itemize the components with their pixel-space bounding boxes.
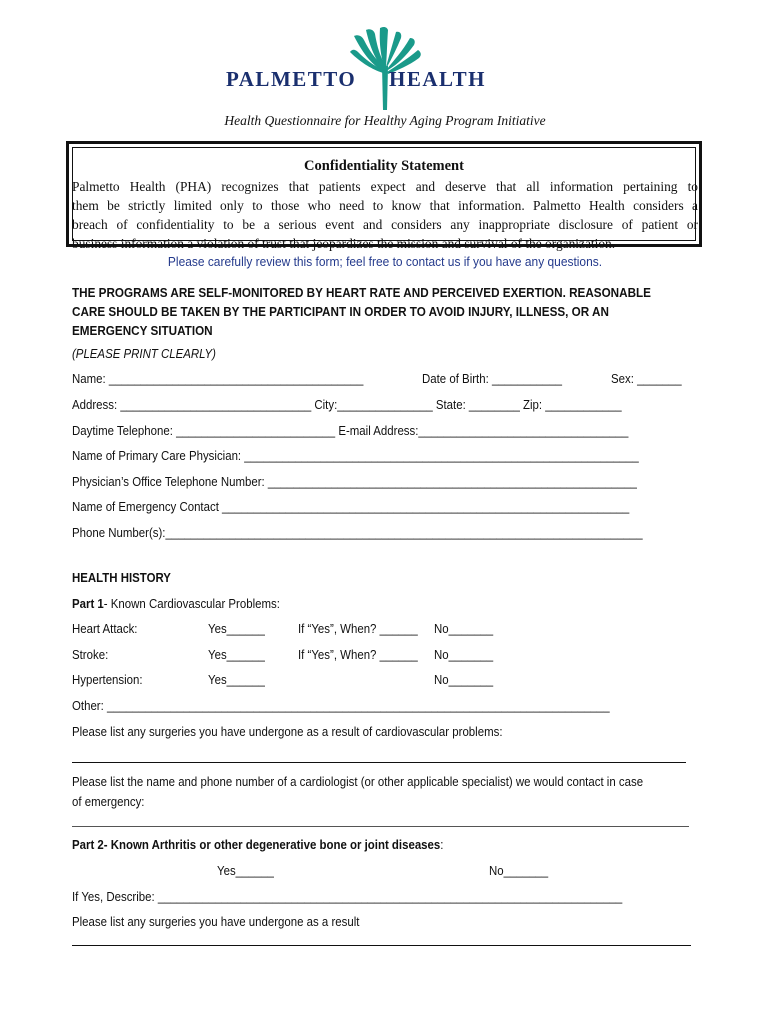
stroke-label: Stroke: [72,647,109,662]
part2-colon: : [440,837,444,852]
sex-field[interactable]: Sex: _______ [611,371,682,386]
part1-heading [72,596,280,611]
part2-yes[interactable]: Yes______ [217,863,274,878]
warning-line: THE PROGRAMS ARE SELF-MONITORED BY HEART RATE AND PERCEIVED EXERTION. REASONABLE [72,285,651,300]
part2-heading [72,837,443,852]
stroke-no[interactable]: No_______ [434,647,494,662]
stroke-yes[interactable]: Yes______ [208,647,265,662]
dob-field[interactable]: Date of Birth: ___________ [422,371,562,386]
hypertension-no[interactable]: No_______ [434,672,494,687]
hypertension-label: Hypertension: [72,672,143,687]
part2-no[interactable]: No_______ [489,863,549,878]
part2-label: Part 2- Known Arthritis or other degenerative bone or joint diseases [72,837,441,852]
confidentiality-line: them be strictly limited only to those who need to know that information. Palmetto Health considers a [72,198,698,213]
answer-line[interactable] [72,762,686,763]
primary-physician-field[interactable]: Name of Primary Care Physician: ______________________________________________________________ [72,448,639,463]
cardiologist-prompt-line1: Please list the name and phone number of a cardiologist (or other applicable specialist) we would contact in case [72,774,644,789]
health-history-title: HEALTH HISTORY [72,570,171,585]
surgeries-cardio-prompt: Please list any surgeries you have undergone as a result of cardiovascular problems: [72,724,503,739]
print-clearly-note: (PLEASE PRINT CLEARLY) [72,346,216,361]
contact-notice: Please carefully review this form; feel free to contact us if you have any questions. [167,254,603,269]
self-monitor-warning [72,283,702,340]
address-field[interactable]: Address: ______________________________ City:_______________ State: ________ Zip: ____________ [72,397,622,412]
warning-line: CARE SHOULD BE TAKEN BY THE PARTICIPANT IN ORDER TO AVOID INJURY, ILLNESS, OR AN [72,304,609,319]
confidentiality-line: breach of confidentiality to be a serious event and considers any inappropriate disclosure of patient or [72,217,698,232]
logo-text-palmetto: PALMETTO [226,67,357,91]
confidentiality-text [72,177,698,253]
confidentiality-title: Confidentiality Statement [304,158,464,174]
if-yes-describe-field[interactable]: If Yes, Describe: _________________________________________________________________________ [72,889,623,904]
daytime-phone-field[interactable]: Daytime Telephone: _________________________ E-mail Address:_________________________________ [72,423,629,438]
phone-numbers-field[interactable]: Phone Number(s):___________________________________________________________________________ [72,525,643,540]
surgeries-part2-prompt: Please list any surgeries you have undergone as a result [72,914,360,929]
answer-line[interactable] [72,826,689,827]
heart-attack-when[interactable]: If “Yes”, When? ______ [298,621,418,636]
page-subtitle: Health Questionnaire for Healthy Aging Program Initiative [224,113,546,128]
heart-attack-yes[interactable]: Yes______ [208,621,265,636]
warning-line: EMERGENCY SITUATION [72,323,213,338]
heart-attack-no[interactable]: No_______ [434,621,494,636]
confidentiality-line: Palmetto Health (PHA) recognizes that patients expect and deserve that all information pertaining to [72,179,698,194]
answer-line[interactable] [72,945,691,946]
logo-text-health: HEALTH [389,67,486,91]
heart-attack-label: Heart Attack: [72,621,138,636]
emergency-contact-field[interactable]: Name of Emergency Contact ________________________________________________________________ [72,499,630,514]
part1-label: Part 1 [72,596,104,611]
hypertension-yes[interactable]: Yes______ [208,672,265,687]
part1-text: - Known Cardiovascular Problems: [103,596,280,611]
physician-phone-field[interactable]: Physician’s Office Telephone Number: __________________________________________________________ [72,474,637,489]
confidentiality-line: business information a violation of trust that jeopardizes the mission and survival of the organization. [72,236,616,251]
name-field[interactable]: Name: ________________________________________ [72,371,364,386]
cardiologist-prompt-line2: of emergency: [72,794,145,809]
other-field[interactable]: Other: _______________________________________________________________________________ [72,698,610,713]
stroke-when[interactable]: If “Yes”, When? ______ [298,647,418,662]
